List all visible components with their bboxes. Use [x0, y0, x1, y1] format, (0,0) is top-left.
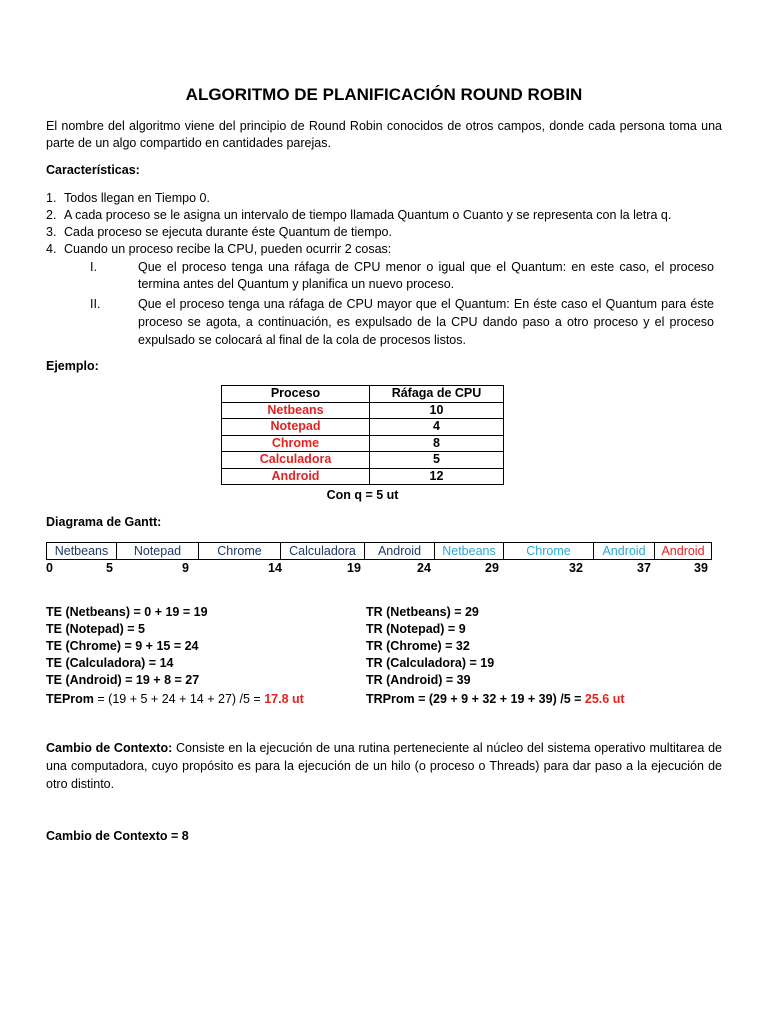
gantt-tick: 37 [637, 561, 651, 575]
list-item [46, 190, 722, 207]
gantt-tick: 24 [417, 561, 431, 575]
tr-line: TR (Android) = 39 [366, 673, 471, 687]
gantt-cell: Chrome [504, 543, 594, 559]
list-item [46, 241, 722, 258]
table-header-row [222, 386, 504, 403]
sub-item [90, 295, 714, 349]
table-header-rafaga: Ráfaga de CPU [370, 386, 504, 403]
gantt-tick: 39 [694, 561, 708, 575]
list-item-text: Cuando un proceso recibe la CPU, pueden ocurrir 2 cosas: [64, 242, 392, 256]
tr-line: TR (Netbeans) = 29 [366, 605, 479, 619]
process-burst: 8 [370, 435, 504, 452]
process-name: Android [222, 468, 370, 485]
list-item-number: 3. [46, 225, 57, 239]
list-item [46, 207, 722, 224]
table-row [222, 452, 504, 469]
tr-line: TR (Calculadora) = 19 [366, 656, 495, 670]
table-header-proceso: Proceso [222, 386, 370, 403]
list-item-number: 1. [46, 191, 57, 205]
tr-prom-expr: = (29 + 9 + 32 + 19 + 39) /5 = [414, 692, 585, 706]
tr-line: TR (Chrome) = 32 [366, 639, 470, 653]
te-prom [46, 691, 304, 708]
table-row [222, 468, 504, 485]
te-prom-value: 17.8 ut [264, 692, 304, 706]
gantt-cell: Android [594, 543, 655, 559]
gantt-cell: Netbeans [435, 543, 504, 559]
list-item-text: Cada proceso se ejecuta durante éste Quantum de tiempo. [64, 225, 392, 239]
gantt-tick: 0 [46, 561, 53, 575]
context-text: Consiste en la ejecución de una rutina perteneciente al núcleo del sistema operativo multitarea de una computadora, cuyo propósito es para la ejecución de un hilo (o proceso o Threads) para dar paso a la ejecución de otro distinto. [46, 741, 722, 791]
tr-prom [366, 691, 625, 708]
sub-item [90, 259, 714, 293]
gantt-tick: 14 [268, 561, 282, 575]
te-line: TE (Netbeans) = 0 + 19 = 19 [46, 605, 208, 619]
te-prom-label: TEProm [46, 692, 94, 706]
process-name: Chrome [222, 435, 370, 452]
te-line: TE (Chrome) = 9 + 15 = 24 [46, 639, 199, 653]
sub-item-text: Que el proceso tenga una ráfaga de CPU mayor que el Quantum: En éste caso el Quantum para éste proceso se agota, a continuación, es expulsado de la CPU dando paso a otro proceso y el proceso expulsado se colocará al final de la cola de procesos listos. [138, 297, 714, 347]
te-line: TE (Notepad) = 5 [46, 622, 145, 636]
process-name: Notepad [222, 419, 370, 436]
process-burst: 12 [370, 468, 504, 485]
process-name: Calculadora [222, 452, 370, 469]
gantt-cell: Netbeans [47, 543, 117, 559]
list-item-number: 2. [46, 208, 57, 222]
sub-item-text: Que el proceso tenga una ráfaga de CPU menor o igual que el Quantum: en este caso, el proceso termina antes del Quantum y planifica un nuevo proceso. [138, 260, 714, 291]
list-item-text: Todos llegan en Tiempo 0. [64, 191, 210, 205]
gantt-tick: 32 [569, 561, 583, 575]
table-row [222, 419, 504, 436]
sub-item-number: II. [90, 297, 101, 311]
table-caption: Con q = 5 ut [326, 488, 399, 502]
intro-paragraph: El nombre del algoritmo viene del principio de Round Robin conocidos de otros campos, donde cada persona toma una parte de un algo compartido en cantidades parejas. [46, 119, 722, 150]
context-count: Cambio de Contexto = 8 [46, 829, 189, 843]
gantt-cell: Chrome [199, 543, 281, 559]
process-burst: 4 [370, 419, 504, 436]
tr-prom-label: TRProm [366, 692, 415, 706]
process-table [221, 385, 504, 485]
gantt-cell: Calculadora [281, 543, 365, 559]
tr-line: TR (Notepad) = 9 [366, 622, 466, 636]
gantt-tick: 19 [347, 561, 361, 575]
process-burst: 5 [370, 452, 504, 469]
example-heading: Ejemplo: [46, 359, 99, 373]
characteristics-heading: Características: [46, 163, 140, 177]
te-line: TE (Android) = 19 + 8 = 27 [46, 673, 200, 687]
gantt-tick: 9 [182, 561, 189, 575]
characteristics-list [46, 190, 722, 258]
process-burst: 10 [370, 402, 504, 419]
tr-prom-value: 25.6 ut [584, 692, 625, 706]
te-line: TE (Calculadora) = 14 [46, 656, 174, 670]
page-title: ALGORITMO DE PLANIFICACIÓN ROUND ROBIN [185, 85, 583, 104]
list-item-number: 4. [46, 242, 57, 256]
table-row [222, 435, 504, 452]
list-item-text: A cada proceso se le asigna un intervalo de tiempo llamada Quantum o Cuanto y se representa con la letra q. [64, 208, 672, 222]
process-name: Netbeans [222, 402, 370, 419]
gantt-cell: Android [661, 544, 705, 558]
gantt-cell: Notepad [117, 543, 199, 559]
context-paragraph [46, 739, 722, 793]
gantt-heading: Diagrama de Gantt: [46, 515, 162, 529]
gantt-tick: 5 [106, 561, 113, 575]
gantt-chart [46, 542, 712, 560]
gantt-tick: 29 [485, 561, 499, 575]
table-row [222, 402, 504, 419]
te-prom-expr: = (19 + 5 + 24 + 14 + 27) /5 = [93, 692, 265, 706]
context-label: Cambio de Contexto: [46, 741, 173, 755]
sub-item-number: I. [90, 260, 97, 274]
list-item [46, 224, 722, 241]
gantt-cell: Android [365, 543, 435, 559]
